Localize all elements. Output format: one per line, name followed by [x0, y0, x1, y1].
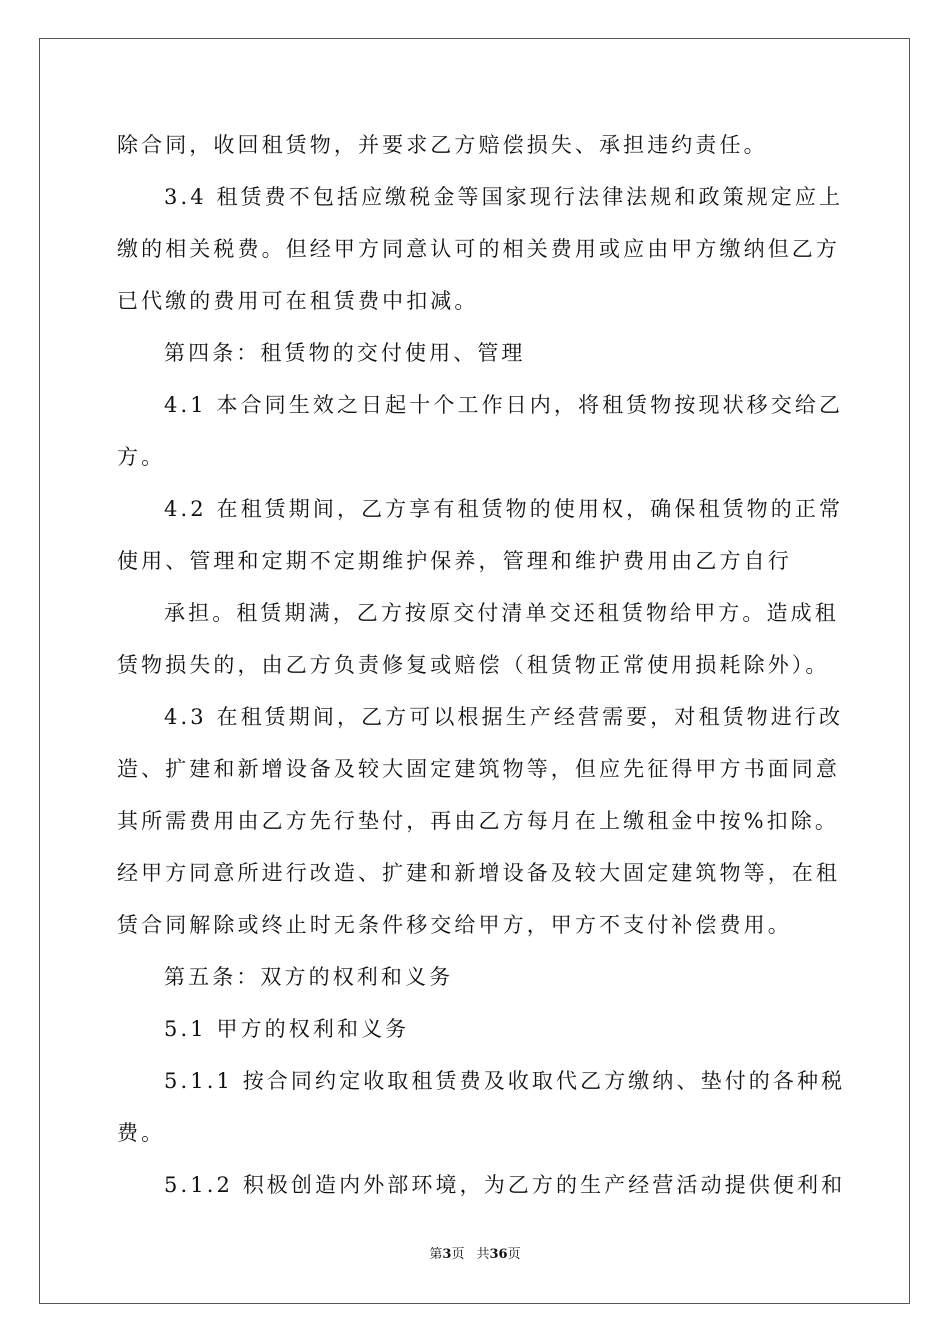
text-line: 4.1 本合同生效之日起十个工作日内，将租赁物按现状移交给乙: [164, 393, 844, 417]
text-line: 3.4 租赁费不包括应缴税金等国家现行法律法规和政策规定应上: [164, 185, 844, 209]
text-line: 承担。租赁期满，乙方按原交付清单交还租赁物给甲方。造成租: [164, 601, 839, 625]
page-number: 3: [442, 1247, 452, 1262]
text-line: 缴的相关税费。但经甲方同意认可的相关费用或应由甲方缴纳但乙方: [117, 237, 840, 261]
text-line: 方。: [117, 445, 166, 469]
total-prefix: 共: [476, 1247, 490, 1262]
text-line: 5.1.1 按合同约定收取租赁费及收取代乙方缴纳、垫付的各种税: [164, 1069, 846, 1093]
text-line: 4.3 在租赁期间，乙方可以根据生产经营需要，对租赁物进行改: [164, 705, 844, 729]
text-line: 赁合同解除或终止时无条件移交给甲方，甲方不支付补偿费用。: [117, 913, 792, 937]
text-line: 使用、管理和定期不定期维护保养，管理和维护费用由乙方自行: [117, 549, 792, 573]
text-line: 造、扩建和新增设备及较大固定建筑物等，但应先征得甲方书面同意: [117, 757, 840, 781]
text-line: 费。: [117, 1121, 166, 1145]
text-line: 其所需费用由乙方先行垫付，再由乙方每月在上缴租金中按%扣除。: [117, 809, 839, 833]
text-line: 已代缴的费用可在租赁费中扣减。: [117, 289, 479, 313]
text-line: 除合同，收回租赁物，并要求乙方赔偿损失、承担违约责任。: [117, 133, 768, 157]
page-prefix: 第: [429, 1247, 443, 1262]
page-footer: [0, 1246, 950, 1264]
text-line: 赁物损失的，由乙方负责修复或赔偿（租赁物正常使用损耗除外）。: [117, 653, 830, 677]
subsection-heading: 5.1 甲方的权利和义务: [164, 1017, 410, 1041]
text-line: 5.1.2 积极创造内外部环境，为乙方的生产经营活动提供便利和: [164, 1173, 846, 1197]
page-suffix: 页: [451, 1247, 465, 1262]
text-line: 4.2 在租赁期间，乙方享有租赁物的使用权，确保租赁物的正常: [164, 497, 844, 521]
total-suffix: 页: [507, 1247, 521, 1262]
text-line: 经甲方同意所进行改造、扩建和新增设备及较大固定建筑物等，在租: [117, 861, 840, 885]
total-pages: 36: [489, 1247, 508, 1262]
section-heading: 第五条：双方的权利和义务: [164, 965, 454, 989]
section-heading: 第四条：租赁物的交付使用、管理: [164, 341, 526, 365]
